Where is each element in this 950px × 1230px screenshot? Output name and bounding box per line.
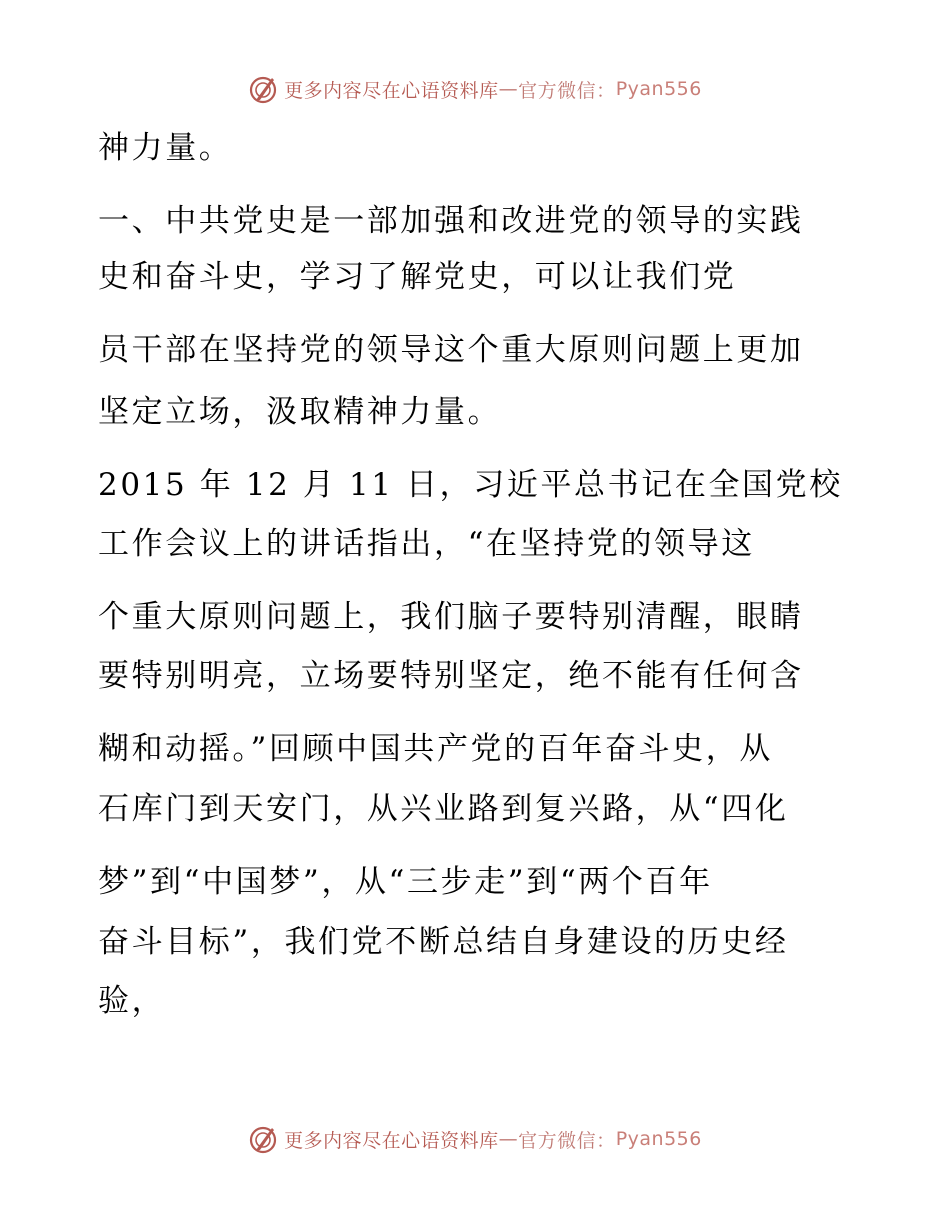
body-line: 工作会议上的讲话指出，“在坚持党的领导这: [98, 526, 755, 562]
body-line: 一、中共党史是一部加强和改进党的领导的实践: [98, 203, 804, 239]
body-line: 2015 年 12 月 11 日，习近平总书记在全国党校: [98, 467, 843, 503]
body-line: 要特别明亮，立场要特别坚定，绝不能有任何含: [98, 658, 804, 694]
body-line: 个重大原则问题上，我们脑子要特别清醒，眼睛: [98, 599, 804, 635]
header-watermark: [0, 74, 950, 104]
watermark-wechat-id: Pyan556: [615, 1128, 702, 1150]
quill-logo-icon: [248, 1124, 278, 1154]
body-line: 坚定立场，汲取精神力量。: [98, 394, 502, 430]
body-line: 神力量。: [98, 130, 233, 166]
body-line: 梦”到“中国梦”，从“三步走”到“两个百年: [98, 864, 713, 900]
watermark-separator: —: [498, 1128, 519, 1150]
quill-logo-icon: [248, 74, 278, 104]
watermark-separator: —: [498, 78, 519, 100]
watermark-official-label: 官方微信：: [518, 1129, 616, 1152]
footer-watermark: [0, 1124, 950, 1154]
body-line: 史和奋斗史，学习了解党史，可以让我们党: [98, 259, 737, 295]
watermark-main-text: 更多内容尽在心语资料库: [284, 79, 499, 102]
watermark-wechat-id: Pyan556: [615, 78, 702, 100]
watermark-main-text: 更多内容尽在心语资料库: [284, 1129, 499, 1152]
body-line: 员干部在坚持党的领导这个重大原则问题上更加: [98, 332, 804, 368]
body-line: 验，: [98, 983, 166, 1019]
body-line: 石库门到天安门，从兴业路到复兴路，从“四化: [98, 791, 789, 827]
body-line: 奋斗目标”，我们党不断总结自身建设的历史经: [98, 924, 789, 960]
body-line: 糊和动摇。”回顾中国共产党的百年奋斗史，从: [98, 731, 773, 767]
watermark-official-label: 官方微信：: [518, 79, 616, 102]
